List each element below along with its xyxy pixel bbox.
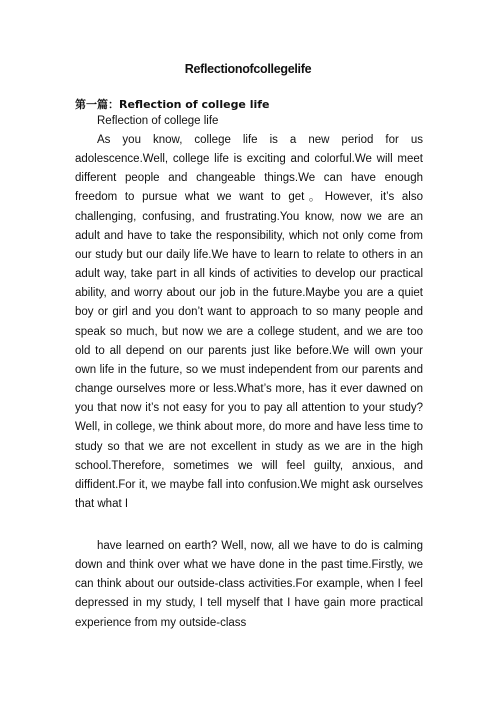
body-paragraph-2: have learned on earth? Well, now, all we have to do is calming down and think over what we have done in the past time.Firstly, we can think about our outside-class activities.For example, when I feel depressed in my study, I tell myself that I have gain more practical experience from my outside-class — [75, 540, 423, 629]
section-subtitle: Reflection of college life — [97, 115, 219, 127]
body-paragraph-1: As you know, college life is a new period for us adolescence.Well, college life is exciting and colorful.We will meet different people and changeable things.We can have enough freedom to pursue what we want to get。However, it’s also challenging, confusing, and frustrating.You know, now we are an adult and have to take the responsibility, which not only come from our study but our daily life.We have to learn to relate to others in an adult way, take part in all kinds of activities to develop our practical ability, and worry about our job in the future.Maybe you are a quiet boy or girl and you don’t want to approach to so many people and speak so much, but now we are a college student, and we are too old to all depend on our parents just like before.We will own your own life in the future, so we must independent from our parents and change ourselves more or less.What’s more, has it ever dawned on you that now it’s not easy for you to pay all attention to your study? Well, in college, we think about more, do more and have less time to study so that we are not excellent in study as we are in the high school.Therefore, sometimes we will feel guilty, anxious, and diffident.For it, we maybe fall into confusion.We might ask ourselves that what I — [75, 134, 423, 510]
section-heading: 第一篇：Reflection of college life — [75, 98, 270, 111]
document-title: Reflectionofcollegelife — [184, 62, 312, 76]
